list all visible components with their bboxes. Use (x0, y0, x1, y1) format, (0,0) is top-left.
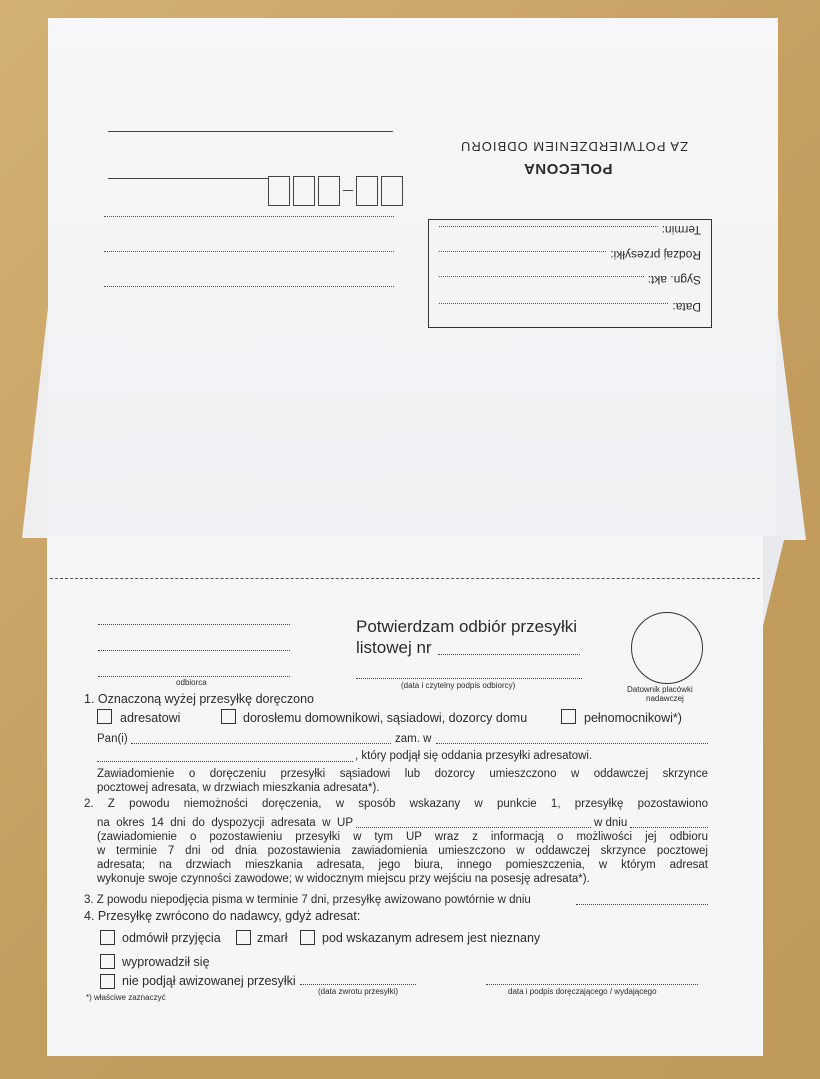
address-line-1 (108, 131, 393, 132)
info-label: Rodzaj przesyłki: (610, 248, 701, 262)
section-3: 3. Z powodu niepodjęcia pisma w terminie 7 dni, przesyłkę awizowano powtórnie w dniu (84, 894, 531, 906)
checkbox-domownikowi[interactable] (221, 709, 236, 724)
option-label: pełnomocnikowi*) (584, 711, 682, 725)
sender-dotted-line (98, 676, 290, 677)
awizo-date-line (576, 904, 708, 905)
sender-dotted-line (98, 624, 290, 625)
checkbox-adresatowi[interactable] (97, 709, 112, 724)
postcode-box (293, 176, 315, 206)
address-dotted-line (104, 286, 394, 287)
date-dotted-line (630, 827, 708, 828)
section-2-line-2a: na okres 14 dni do dyspozycji adresata w UP (97, 817, 353, 829)
footnote: *) właściwe zaznaczyć (86, 993, 166, 1002)
option-label: nie podjął awizowanej przesyłki (122, 974, 296, 988)
stamp-caption-2: nadawczej (646, 694, 684, 703)
courier-signature-caption: data i podpis doręczającego / wydającego (508, 987, 657, 996)
section-2-line-6: wykonuje swoje czynności zawodowe; w widocznym miejscu przy wejściu na posesję adresata*). (97, 873, 590, 885)
perforation-line (50, 578, 760, 579)
envelope-subtitle: ZA POTWIERDZENIEM ODBIORU (460, 139, 688, 154)
postcode-box (268, 176, 290, 206)
checkbox-zmarl[interactable] (236, 930, 251, 945)
option-label: dorosłemu domownikowi, sąsiadowi, dozorcy domu (243, 711, 528, 725)
postcode-box (318, 176, 340, 206)
address-dotted-line (104, 216, 394, 217)
pan-label: Pan(i) (97, 733, 128, 745)
option-label: odmówił przyjęcia (122, 931, 221, 945)
receipt-heading-line2: listowej nr (356, 638, 432, 657)
zawiadomienie-line-1: Zawiadomienie o doręczeniu przesyłki sąsiadowi lub dozorcy umieszczono w oddawczej skrzynce (97, 768, 708, 780)
checkbox-nieznany[interactable] (300, 930, 315, 945)
postcode-dash (343, 176, 353, 206)
option-label: pod wskazanym adresem jest nieznany (322, 931, 541, 945)
section-1-title: 1. Oznaczoną wyżej przesyłkę doręczono (84, 692, 314, 706)
info-row-rodzaj (439, 248, 701, 262)
stamp-circle (631, 612, 703, 684)
zam-dotted-line (436, 743, 708, 744)
address-dotted-line (104, 251, 394, 252)
info-label: Data: (672, 300, 701, 314)
info-row-sygn (439, 273, 701, 287)
section-2-line-5: adresata; na drzwiach mieszkania adresata, jego biura, innego pomieszczenia, w którym adresat (97, 859, 708, 871)
checkbox-wyprowadzil[interactable] (100, 954, 115, 969)
odbiorca-label: odbiorca (176, 678, 207, 687)
zawiadomienie-line-2: pocztowej adresata, w drzwiach mieszkania adresata*). (97, 782, 380, 794)
parcel-number-line (438, 654, 580, 655)
info-row-termin (439, 223, 701, 237)
signature-caption: (data i czytelny podpis odbiorcy) (401, 681, 516, 690)
info-row-data (439, 300, 701, 314)
section-2-line-2b: w dniu (594, 817, 628, 829)
option-label: wyprowadził się (122, 955, 210, 969)
recipient-signature-line (356, 678, 582, 679)
return-date-line (300, 984, 416, 985)
postcode-box (381, 176, 403, 206)
postcode-box (356, 176, 378, 206)
case-info-box (428, 219, 712, 328)
return-date-caption: (data zwrotu przesyłki) (318, 987, 399, 996)
section-2-title: 2. Z powodu niemożności doręczenia, w sposób wskazany w punkcie 1, przesyłkę pozostawiono (84, 798, 708, 810)
stamp-caption-1: Datownik placówki (627, 685, 693, 694)
section-2-line-4: w terminie 7 dni od dnia pozostawienia zawiadomienia umieszczono w oddawczej skrzynce pocztowej (97, 845, 708, 857)
postcode-boxes (268, 176, 403, 206)
option-label: zmarł (257, 931, 288, 945)
section-2-line-3: (zawiadomienie o pozostawieniu przesyłki w tym UP wraz z informacją o możliwości jej odbioru (97, 831, 708, 843)
courier-signature-line (486, 984, 698, 985)
up-dotted-line (356, 827, 591, 828)
receipt-heading-line1: Potwierdzam odbiór przesyłki (356, 617, 578, 636)
section-4-title: 4. Przesyłkę zwrócono do nadawcy, gdyż adresat: (84, 909, 361, 923)
option-label: adresatowi (120, 711, 181, 725)
name-dotted-line (97, 761, 353, 762)
info-label: Termin: (661, 223, 701, 237)
sender-dotted-line (98, 650, 290, 651)
ktory-text: , który podjął się oddania przesyłki adresatowi. (355, 750, 593, 762)
zam-label: zam. w (395, 733, 432, 745)
envelope-title: POLECONA (523, 160, 613, 177)
info-label: Sygn. akt: (647, 273, 701, 287)
checkbox-odmowil[interactable] (100, 930, 115, 945)
checkbox-pelnomocnikowi[interactable] (561, 709, 576, 724)
address-line-2 (108, 178, 268, 179)
checkbox-niepodjal[interactable] (100, 974, 115, 989)
pan-dotted-line (131, 743, 391, 744)
